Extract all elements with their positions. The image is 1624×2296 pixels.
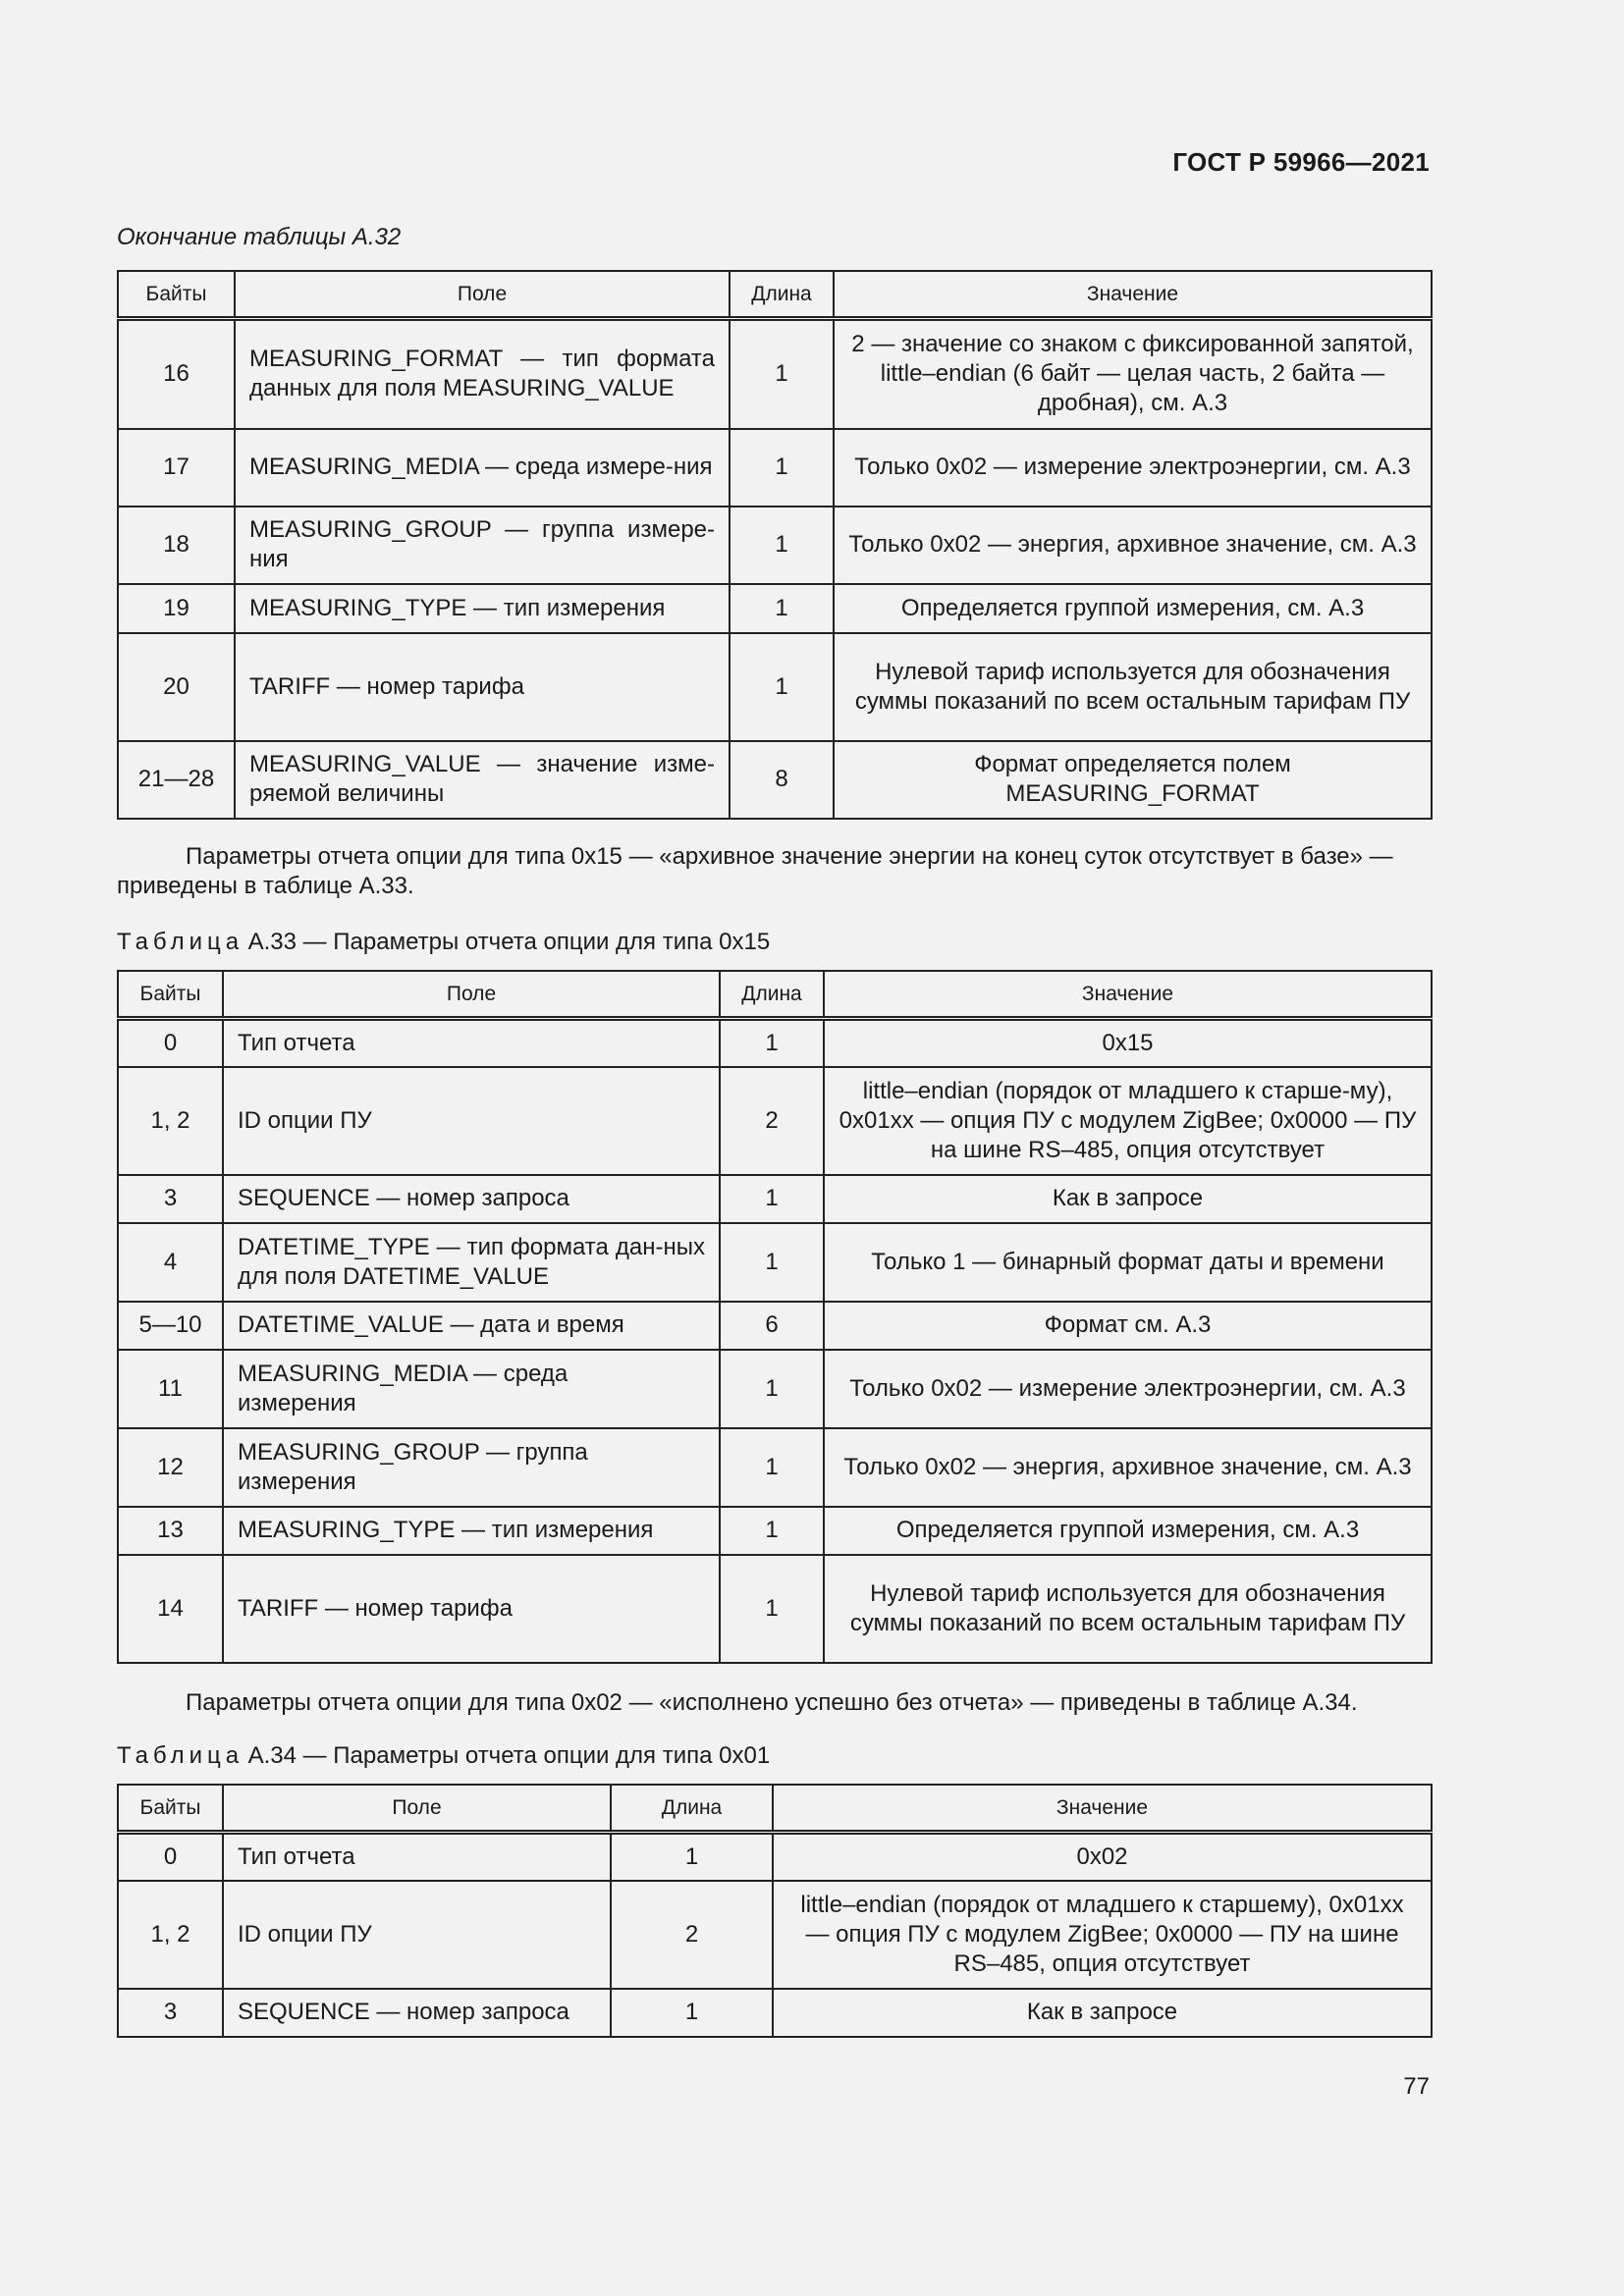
cell-value: Формат определяется полем MEASURING_FORMAT [834, 741, 1432, 819]
cell-field: MEASURING_MEDIA — среда измерения [223, 1350, 720, 1428]
cell-length: 1 [730, 319, 834, 429]
cell-value: little–endian (порядок от младшего к старше-му), 0х01хх — опция ПУ с модулем ZigBee; 0х0000 — ПУ на шине RS–485, опция отсутствует [824, 1067, 1432, 1175]
cell-bytes: 11 [118, 1350, 223, 1428]
cell-value: Формат см. А.3 [824, 1302, 1432, 1350]
column-header: Байты [118, 271, 235, 319]
table-row [118, 1019, 1432, 1067]
cell-value: Определяется группой измерения, см. А.3 [824, 1507, 1432, 1555]
cell-bytes: 1, 2 [118, 1067, 223, 1175]
cell-length: 1 [720, 1350, 824, 1428]
table-header-row [118, 271, 1432, 319]
cell-field: ID опции ПУ [223, 1881, 611, 1989]
cell-field: MEASURING_TYPE — тип измерения [235, 584, 730, 633]
table-a32 [117, 270, 1433, 820]
cell-field: SEQUENCE — номер запроса [223, 1175, 720, 1223]
cell-bytes: 5—10 [118, 1302, 223, 1350]
column-header: Поле [223, 1785, 611, 1833]
cell-value: Как в запросе [824, 1175, 1432, 1223]
column-header: Значение [834, 271, 1432, 319]
table-row [118, 1555, 1432, 1663]
cell-bytes: 18 [118, 507, 235, 584]
cell-value: Определяется группой измерения, см. А.3 [834, 584, 1432, 633]
cell-length: 1 [730, 507, 834, 584]
cell-field: DATETIME_VALUE — дата и время [223, 1302, 720, 1350]
table-row [118, 1350, 1432, 1428]
cell-bytes: 20 [118, 633, 235, 741]
cell-length: 1 [730, 633, 834, 741]
paragraph-2-block [117, 1688, 1431, 1718]
table-row [118, 1507, 1432, 1555]
table-row [118, 1067, 1432, 1175]
cell-value: Только 0х02 — энергия, архивное значение, см. А.3 [824, 1428, 1432, 1507]
cell-bytes: 14 [118, 1555, 223, 1663]
cell-field: MEASURING_GROUP — группа измере-ния [235, 507, 730, 584]
cell-length: 1 [720, 1507, 824, 1555]
cell-length: 2 [720, 1067, 824, 1175]
cell-value: Нулевой тариф используется для обозначения суммы показаний по всем остальным тарифам ПУ [834, 633, 1432, 741]
cell-field: MEASURING_GROUP — группа измерения [223, 1428, 720, 1507]
table-row [118, 429, 1432, 507]
cell-field: MEASURING_MEDIA — среда измере-ния [235, 429, 730, 507]
cell-bytes: 3 [118, 1175, 223, 1223]
column-header: Длина [730, 271, 834, 319]
cell-field: MEASURING_TYPE — тип измерения [223, 1507, 720, 1555]
table-a33-container [117, 970, 1431, 1664]
cell-field: MEASURING_VALUE — значение изме-ряемой величины [235, 741, 730, 819]
cell-value: Нулевой тариф используется для обозначения суммы показаний по всем остальным тарифам ПУ [824, 1555, 1432, 1663]
cell-bytes: 21—28 [118, 741, 235, 819]
cell-length: 1 [720, 1223, 824, 1302]
table-a32-container [117, 270, 1431, 820]
cell-length: 1 [611, 1989, 773, 2037]
table-a33 [117, 970, 1433, 1664]
cell-bytes: 3 [118, 1989, 223, 2037]
cell-field: TARIFF — номер тарифа [235, 633, 730, 741]
column-header: Длина [611, 1785, 773, 1833]
cell-field: Тип отчета [223, 1019, 720, 1067]
table-header-row [118, 1785, 1432, 1833]
cell-length: 2 [611, 1881, 773, 1989]
cell-length: 6 [720, 1302, 824, 1350]
column-header: Значение [773, 1785, 1432, 1833]
cell-length: 1 [720, 1428, 824, 1507]
cell-value: Только 0х02 — энергия, архивное значение, см. А.3 [834, 507, 1432, 584]
cell-bytes: 13 [118, 1507, 223, 1555]
table-row [118, 633, 1432, 741]
cell-length: 1 [720, 1175, 824, 1223]
cell-bytes: 19 [118, 584, 235, 633]
table-row [118, 507, 1432, 584]
cell-field: MEASURING_FORMAT — тип формата данных для поля MEASURING_VALUE [235, 319, 730, 429]
table-a34-container [117, 1784, 1431, 2038]
cell-length: 1 [720, 1019, 824, 1067]
table-a34 [117, 1784, 1433, 2038]
table-a33-caption-block [117, 929, 1431, 956]
table-a33-caption-prefix: Таблица [117, 929, 244, 955]
table-a32-caption: Окончание таблицы А.32 [117, 224, 402, 250]
column-header: Значение [824, 971, 1432, 1019]
paragraph-1-block [117, 842, 1431, 901]
cell-bytes: 1, 2 [118, 1881, 223, 1989]
cell-length: 1 [730, 584, 834, 633]
paragraph-1: Параметры отчета опции для типа 0х15 — «архивное значение энергии на конец суток отсутствует в базе» — приведены в таблице А.33. [117, 843, 1393, 899]
table-row [118, 1989, 1432, 2037]
table-row [118, 319, 1432, 429]
cell-bytes: 17 [118, 429, 235, 507]
cell-length: 1 [611, 1833, 773, 1881]
column-header: Байты [118, 1785, 223, 1833]
table-a34-caption-block [117, 1742, 1431, 1770]
cell-bytes: 16 [118, 319, 235, 429]
column-header: Поле [223, 971, 720, 1019]
table-row [118, 1302, 1432, 1350]
cell-field: ID опции ПУ [223, 1067, 720, 1175]
table-row [118, 741, 1432, 819]
cell-length: 8 [730, 741, 834, 819]
column-header: Длина [720, 971, 824, 1019]
cell-value: Только 1 — бинарный формат даты и времени [824, 1223, 1432, 1302]
cell-value: little–endian (порядок от младшего к старшему), 0х01хх — опция ПУ с модулем ZigBee; 0х0000 — ПУ на шине RS–485, опция отсутствует [773, 1881, 1432, 1989]
standard-code: ГОСТ Р 59966—2021 [1172, 147, 1430, 177]
table-header-row [118, 971, 1432, 1019]
cell-length: 1 [720, 1555, 824, 1663]
cell-bytes: 0 [118, 1019, 223, 1067]
page-number: 77 [1403, 2073, 1430, 2100]
cell-field: SEQUENCE — номер запроса [223, 1989, 611, 2037]
cell-value: 0х15 [824, 1019, 1432, 1067]
cell-field: DATETIME_TYPE — тип формата дан-ных для поля DATETIME_VALUE [223, 1223, 720, 1302]
cell-length: 1 [730, 429, 834, 507]
cell-field: TARIFF — номер тарифа [223, 1555, 720, 1663]
table-a33-caption-title: А.33 — Параметры отчета опции для типа 0х15 [247, 929, 771, 955]
table-a34-caption-prefix: Таблица [117, 1742, 244, 1769]
table-row [118, 584, 1432, 633]
cell-bytes: 4 [118, 1223, 223, 1302]
table-row [118, 1175, 1432, 1223]
cell-value: Только 0х02 — измерение электроэнергии, см. А.3 [824, 1350, 1432, 1428]
cell-value: 2 — значение со знаком с фиксированной запятой, little–endian (6 байт — целая часть, 2 байта — дробная), см. А.3 [834, 319, 1432, 429]
table-row [118, 1428, 1432, 1507]
column-header: Поле [235, 271, 730, 319]
table-row [118, 1833, 1432, 1881]
column-header: Байты [118, 971, 223, 1019]
table-row [118, 1881, 1432, 1989]
cell-bytes: 12 [118, 1428, 223, 1507]
cell-field: Тип отчета [223, 1833, 611, 1881]
cell-value: Как в запросе [773, 1989, 1432, 2037]
cell-value: 0х02 [773, 1833, 1432, 1881]
paragraph-2: Параметры отчета опции для типа 0х02 — «исполнено успешно без отчета» — приведены в таблице А.34. [186, 1689, 1358, 1716]
table-row [118, 1223, 1432, 1302]
cell-bytes: 0 [118, 1833, 223, 1881]
table-a32-section [117, 224, 1431, 251]
cell-value: Только 0х02 — измерение электроэнергии, см. А.3 [834, 429, 1432, 507]
table-a34-caption-title: А.34 — Параметры отчета опции для типа 0х01 [247, 1742, 771, 1769]
